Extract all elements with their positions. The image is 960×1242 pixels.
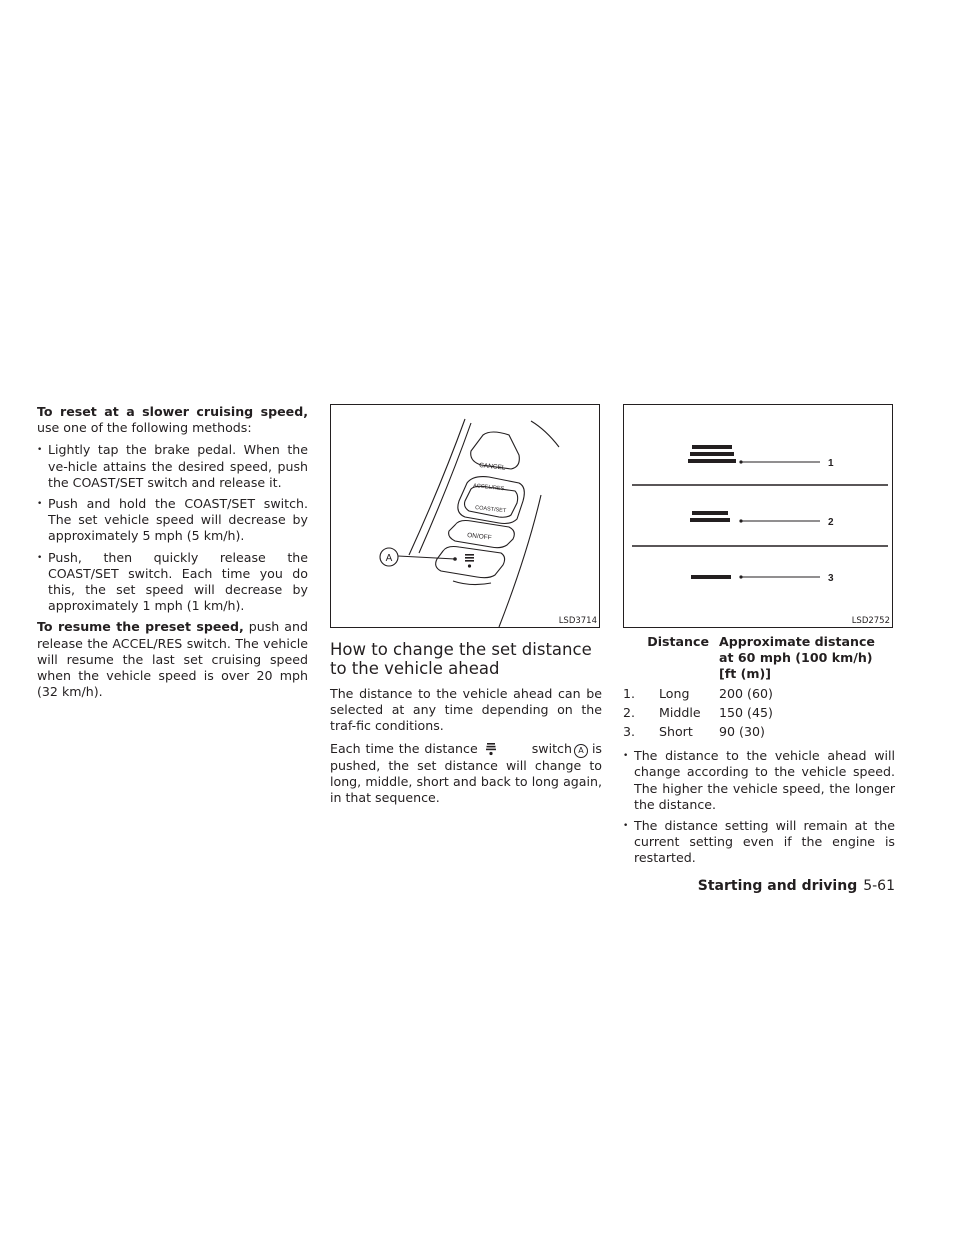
header-approx: Approximate distance at 60 mph (100 km/h) [ft (m)] [719, 634, 875, 682]
figure-id: LSD3714 [558, 616, 597, 626]
text-resume: push and release the ACCEL/RES switch. The vehicle will resume the last set cruising speed when the vehicle speed is over 20 mph (32 km/h). [37, 619, 308, 700]
distance-bars-illustration [624, 405, 893, 628]
paragraph-reset-slower [37, 404, 308, 436]
column-middle [330, 404, 602, 812]
figure-distance-settings [623, 404, 893, 628]
list-item: • Push, then quickly release the COAST/SET switch. Each time you do this, the set speed will decrease by approximately 1 mph (1 km/h). [37, 550, 308, 615]
row-value: 150 (45) [719, 704, 773, 720]
accel-res-button-label: ACCEL/RES [472, 483, 505, 493]
table-row [623, 705, 891, 724]
paragraph-distance-intro: The distance to the vehicle ahead can be selected at any time depending on the traf-fic conditions. [330, 686, 602, 734]
table-header-row [623, 634, 891, 686]
distance-notes-list [623, 748, 895, 866]
page-footer [698, 877, 895, 895]
text-reset-slower: use one of the following methods: [37, 420, 252, 436]
list-item: • The distance setting will remain at the current setting even if the engine is restarted. [623, 818, 895, 867]
row-name: Long [659, 685, 690, 701]
callout-a-icon: A [574, 744, 588, 758]
text-part: is pushed, the set distance will change to long, middle, short and back to long again, in that sequence. [330, 740, 602, 806]
text-part: Each time the distance [330, 740, 478, 756]
distance-label: 3 [828, 573, 834, 584]
row-number: 1. [623, 685, 636, 701]
on-off-button-label: ON/OFF [466, 532, 492, 542]
lead-resume: To resume the preset speed, [37, 619, 244, 635]
list-item: • Lightly tap the brake pedal. When the ve-hicle attains the desired speed, push the COAST/SET switch and release it. [37, 442, 308, 491]
paragraph-resume [37, 619, 308, 700]
page-number: 5-61 [863, 878, 895, 894]
row-name: Short [659, 724, 693, 740]
section-heading: How to change the set distance to the vehicle ahead [330, 640, 592, 678]
cancel-button-label: CANCEL [478, 462, 506, 472]
row-value: 200 (60) [719, 685, 773, 701]
header-distance: Distance [647, 634, 709, 649]
table-row [623, 724, 891, 743]
figure-steering-switches [330, 404, 600, 628]
paragraph-distance-switch [330, 741, 602, 807]
text-part: switch [531, 740, 572, 756]
column-right [623, 404, 895, 872]
callout-label: A [385, 553, 393, 564]
figure-id: LSD2752 [851, 616, 890, 626]
row-value: 90 (30) [719, 724, 765, 740]
distance-switch-icon [484, 742, 498, 756]
distance-label: 2 [828, 517, 834, 528]
list-item: • The distance to the vehicle ahead will change according to the vehicle speed. The higher the vehicle speed, the longer the distance. [623, 748, 895, 813]
list-item: • Push and hold the COAST/SET switch. The set vehicle speed will decrease by approximately 5 mph (5 km/h). [37, 496, 308, 545]
distance-table [623, 634, 891, 743]
steering-switch-illustration [331, 405, 600, 628]
row-number: 2. [623, 704, 636, 720]
column-left [37, 404, 308, 706]
reset-methods-list [37, 442, 308, 614]
lead-reset-slower: To reset at a slower cruising speed, [37, 404, 308, 419]
distance-label: 1 [828, 458, 834, 469]
footer-section-title: Starting and driving [697, 878, 858, 894]
coast-set-button-label: COAST/SET [474, 505, 507, 515]
table-row [623, 686, 891, 705]
row-number: 3. [623, 724, 636, 740]
row-name: Middle [659, 704, 701, 720]
